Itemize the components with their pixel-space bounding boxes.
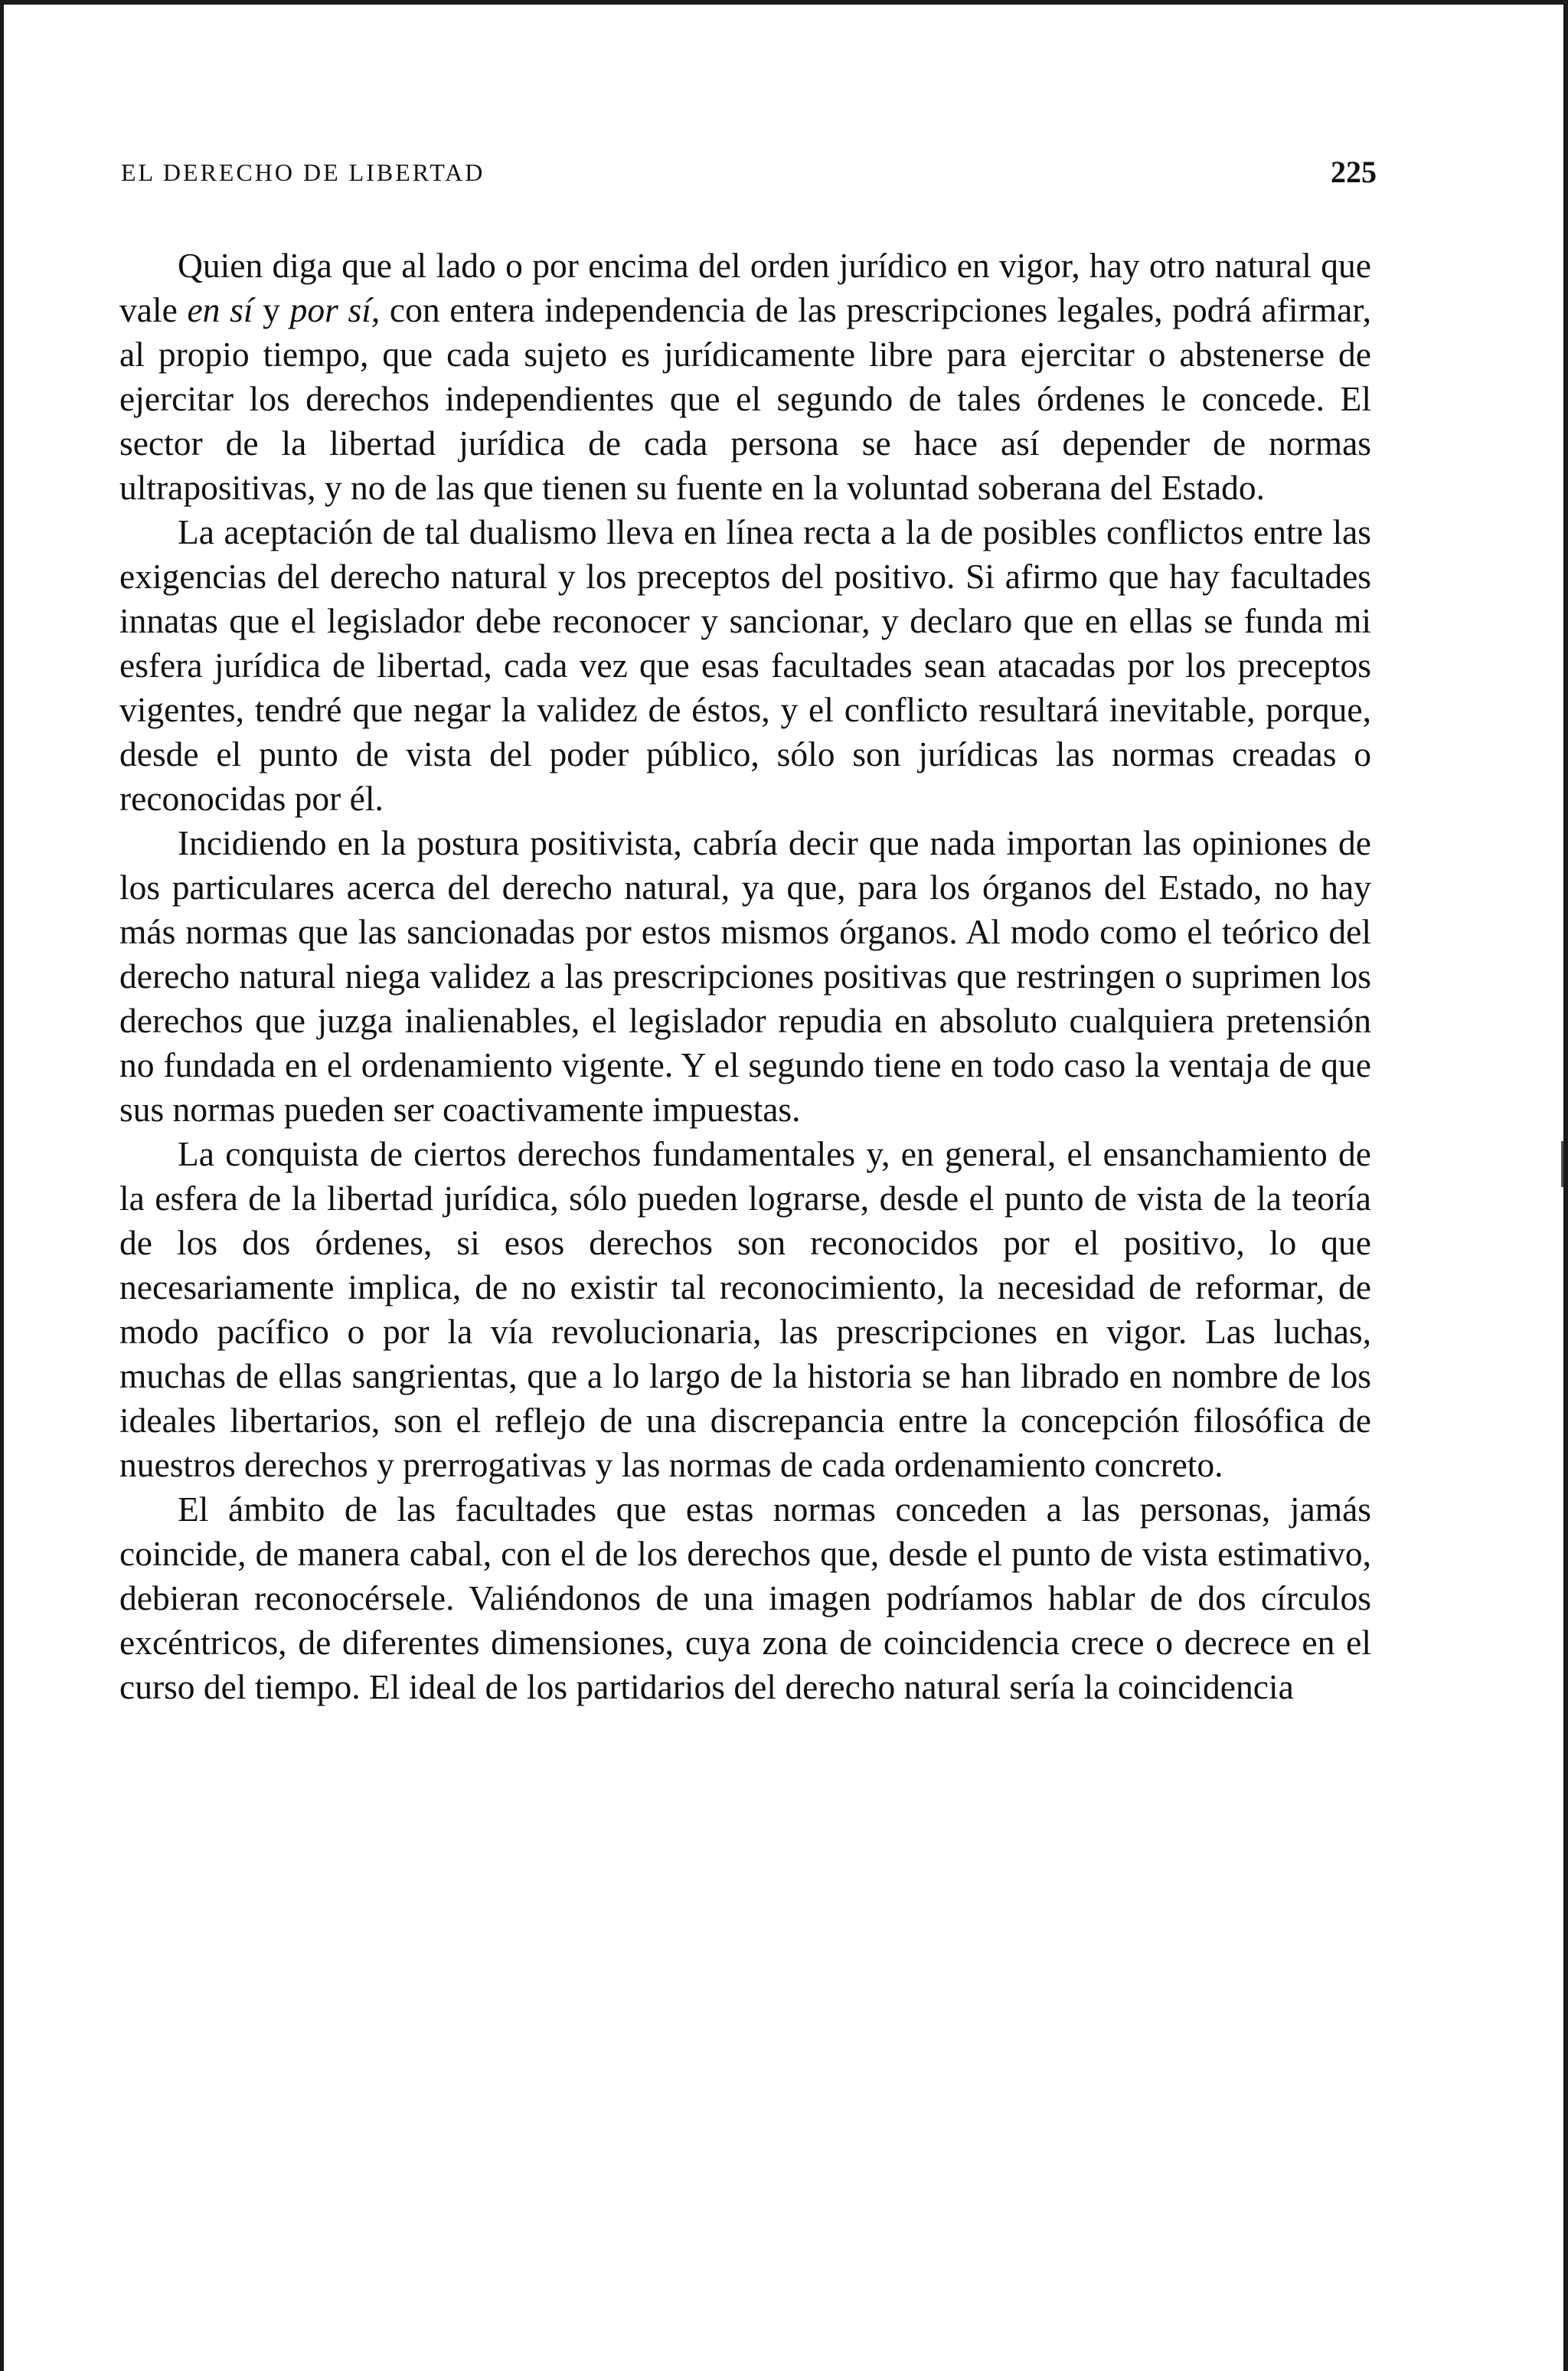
scan-border-right — [1563, 0, 1568, 2371]
paragraph-1-italic-en-si: en sí — [187, 290, 253, 329]
paragraph-4: La conquista de ciertos derechos fundamentales y, en general, el ensanchamiento de la esfera de la libertad jurídica, sólo pueden lograrse, desde el punto de vista de la teoría de los dos órdenes, si esos derechos son reconocidos por el positivo, lo que necesariamente implica, de no existir tal reconocimiento, la necesidad de reformar, de modo pacífico o por la vía revolucionaria, las prescripciones en vigor. Las luchas, muchas de ellas sangrientas, que a lo largo de la historia se han librado en nombre de los ideales libertarios, son el reflejo de una discrepancia entre la concepción filosófica de nuestros derechos y prerrogativas y las normas de cada ordenamiento concreto. — [119, 1134, 1371, 1484]
scan-border-top — [0, 0, 1568, 5]
paragraph-1-text-c: y — [253, 290, 290, 329]
paragraph-1-text-e: con entera independencia de las prescripciones legales, podrá afirmar, al propio tiempo, que cada sujeto es jurídicamente libre para ejercitar o abstenerse de ejercitar los derechos independientes que el segundo de tales órdenes le concede. El sector de la libertad jurídica de cada persona se hace así depender de normas ultrapositivas, y no de las que tienen su fuente en la voluntad soberana del Estado. — [119, 290, 1371, 507]
running-title: EL DERECHO DE LIBERTAD — [121, 159, 485, 186]
paragraph-1-italic-por-si: por sí, — [289, 290, 381, 329]
page-number: 225 — [1331, 155, 1377, 189]
paragraph-5: El ámbito de las facultades que estas normas conceden a las personas, jamás coincide, de manera cabal, con el de los derechos que, desde el punto de vista estimativo, debieran reconocérsele. Valiéndonos de una imagen podríamos hablar de dos círculos excéntricos, de diferentes dimensiones, cuya zona de coincidencia crece o decrece en el curso del tiempo. El ideal de los partidarios del derecho natural sería la coincidencia — [119, 1490, 1371, 1706]
scan-border-left — [0, 0, 4, 2371]
paragraph-1 — [119, 244, 1371, 510]
paragraph-1-text-a: Quien diga que al lado o por encima del orden jurídico en vigor, hay otro natural que vale — [119, 246, 1371, 329]
page-header — [121, 157, 1377, 188]
body-text — [119, 244, 1371, 1709]
paragraph-2: La aceptación de tal dualismo lleva en línea recta a la de posibles conflictos entre las exigencias del derecho natural y los preceptos del positivo. Si afirmo que hay facultades innatas que el legislador debe reconocer y sancionar, y declaro que en ellas se funda mi esfera jurídica de libertad, cada vez que esas facultades sean atacadas por los preceptos vigentes, tendré que negar la validez de éstos, y el conflicto resultará inevitable, porque, desde el punto de vista del poder público, sólo son jurídicas las normas creadas o reconocidas por él. — [119, 512, 1371, 818]
scan-mark — [1561, 1141, 1563, 1187]
paragraph-3: Incidiendo en la postura positivista, cabría decir que nada importan las opiniones de los particulares acerca del derecho natural, ya que, para los órganos del Estado, no hay más normas que las sancionadas por estos mismos órganos. Al modo como el teórico del derecho natural niega validez a las prescripciones positivas que restringen o suprimen los derechos que juzga inalienables, el legislador repudia en absoluto cualquiera pretensión no fundada en el ordenamiento vigente. Y el segundo tiene en todo caso la ventaja de que sus normas pueden ser coactivamente impuestas. — [119, 823, 1371, 1129]
